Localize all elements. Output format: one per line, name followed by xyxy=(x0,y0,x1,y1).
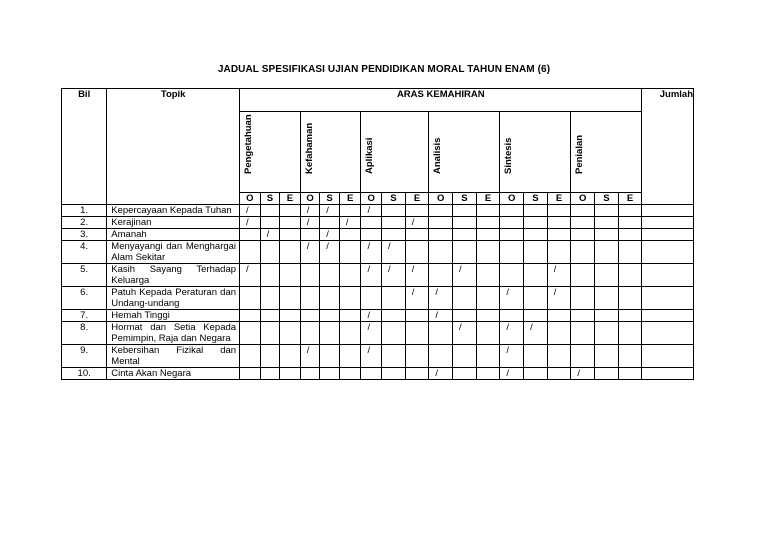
mark-cell xyxy=(339,322,361,345)
mark-cell: / xyxy=(405,264,429,287)
row-topic: Amanah xyxy=(107,229,240,241)
mark-cell xyxy=(476,310,500,322)
mark-cell: / xyxy=(320,241,340,264)
mark-cell xyxy=(524,310,548,322)
mark-cell xyxy=(240,345,261,368)
level-kefahaman: Kefahaman xyxy=(300,112,361,193)
mark-cell xyxy=(500,264,524,287)
row-topic: Hormat dan Setia Kepada Pemimpin, Raja dan Negara xyxy=(107,322,240,345)
mark-cell xyxy=(429,241,453,264)
mark-cell: / xyxy=(361,345,382,368)
mark-cell: / xyxy=(405,287,429,310)
mark-cell xyxy=(453,287,477,310)
mark-cell xyxy=(382,217,406,229)
jumlah-cell xyxy=(642,241,694,264)
mark-cell xyxy=(453,229,477,241)
jumlah-cell xyxy=(642,205,694,217)
mark-cell xyxy=(524,287,548,310)
mark-cell xyxy=(453,368,477,380)
level-analisis: Analisis xyxy=(429,112,500,193)
mark-cell: / xyxy=(361,241,382,264)
table-row xyxy=(62,310,694,322)
mark-cell xyxy=(524,217,548,229)
mark-cell xyxy=(571,264,595,287)
mark-cell xyxy=(260,205,280,217)
subheader-o: O xyxy=(240,193,261,205)
mark-cell: / xyxy=(361,264,382,287)
mark-cell xyxy=(595,229,619,241)
mark-cell xyxy=(320,264,340,287)
mark-cell xyxy=(618,345,642,368)
mark-cell xyxy=(571,287,595,310)
mark-cell xyxy=(476,241,500,264)
mark-cell: / xyxy=(300,241,320,264)
mark-cell xyxy=(280,322,301,345)
mark-cell xyxy=(547,345,571,368)
mark-cell xyxy=(361,217,382,229)
mark-cell xyxy=(240,310,261,322)
mark-cell xyxy=(595,205,619,217)
mark-cell xyxy=(429,264,453,287)
mark-cell xyxy=(618,264,642,287)
subheader-e: E xyxy=(476,193,500,205)
mark-cell xyxy=(453,205,477,217)
jumlah-cell xyxy=(642,217,694,229)
mark-cell xyxy=(453,217,477,229)
row-topic: Patuh Kepada Peraturan dan Undang-undang xyxy=(107,287,240,310)
jumlah-cell xyxy=(642,287,694,310)
mark-cell: / xyxy=(320,229,340,241)
mark-cell xyxy=(339,229,361,241)
mark-cell xyxy=(382,368,406,380)
jumlah-cell xyxy=(642,264,694,287)
mark-cell xyxy=(280,345,301,368)
mark-cell xyxy=(405,310,429,322)
mark-cell xyxy=(382,287,406,310)
mark-cell xyxy=(280,310,301,322)
jumlah-cell xyxy=(642,345,694,368)
mark-cell xyxy=(382,345,406,368)
row-number: 9. xyxy=(62,345,107,368)
mark-cell xyxy=(618,368,642,380)
mark-cell xyxy=(524,345,548,368)
mark-cell xyxy=(476,229,500,241)
mark-cell xyxy=(405,368,429,380)
subheader-e: E xyxy=(339,193,361,205)
mark-cell xyxy=(280,217,301,229)
mark-cell xyxy=(476,287,500,310)
mark-cell xyxy=(361,368,382,380)
mark-cell xyxy=(382,229,406,241)
mark-cell xyxy=(453,310,477,322)
mark-cell xyxy=(429,345,453,368)
subheader-s: S xyxy=(260,193,280,205)
mark-cell xyxy=(260,345,280,368)
mark-cell xyxy=(524,241,548,264)
mark-cell xyxy=(320,368,340,380)
mark-cell xyxy=(260,264,280,287)
row-number: 7. xyxy=(62,310,107,322)
mark-cell xyxy=(405,345,429,368)
mark-cell xyxy=(500,217,524,229)
mark-cell xyxy=(280,264,301,287)
level-aplikasi: Aplikasi xyxy=(361,112,429,193)
mark-cell: / xyxy=(382,264,406,287)
mark-cell xyxy=(240,229,261,241)
mark-cell xyxy=(524,205,548,217)
table-row xyxy=(62,229,694,241)
subheader-e: E xyxy=(618,193,642,205)
mark-cell xyxy=(361,287,382,310)
mark-cell xyxy=(280,241,301,264)
level-pengetahuan: Pengetahuan xyxy=(240,112,301,193)
table-row xyxy=(62,264,694,287)
mark-cell xyxy=(260,368,280,380)
jumlah-cell xyxy=(642,322,694,345)
mark-cell xyxy=(547,241,571,264)
mark-cell xyxy=(547,205,571,217)
mark-cell xyxy=(280,368,301,380)
mark-cell xyxy=(405,241,429,264)
mark-cell xyxy=(453,345,477,368)
mark-cell xyxy=(240,368,261,380)
table-row xyxy=(62,322,694,345)
subheader-s: S xyxy=(320,193,340,205)
mark-cell xyxy=(571,322,595,345)
mark-cell: / xyxy=(300,345,320,368)
mark-cell xyxy=(339,205,361,217)
mark-cell: / xyxy=(339,217,361,229)
mark-cell xyxy=(571,310,595,322)
mark-cell xyxy=(339,345,361,368)
row-number: 2. xyxy=(62,217,107,229)
subheader-e: E xyxy=(405,193,429,205)
mark-cell: / xyxy=(500,368,524,380)
mark-cell xyxy=(476,368,500,380)
mark-cell xyxy=(320,322,340,345)
mark-cell: / xyxy=(547,287,571,310)
subheader-o: O xyxy=(500,193,524,205)
mark-cell xyxy=(476,205,500,217)
row-number: 3. xyxy=(62,229,107,241)
mark-cell xyxy=(547,310,571,322)
table-row xyxy=(62,217,694,229)
subheader-s: S xyxy=(524,193,548,205)
document-title: JADUAL SPESIFIKASI UJIAN PENDIDIKAN MORAL TAHUN ENAM (6) xyxy=(217,64,551,75)
mark-cell xyxy=(300,287,320,310)
mark-cell: / xyxy=(429,368,453,380)
mark-cell: / xyxy=(571,368,595,380)
mark-cell xyxy=(500,205,524,217)
subheader-e: E xyxy=(280,193,301,205)
mark-cell xyxy=(595,241,619,264)
mark-cell xyxy=(547,217,571,229)
mark-cell: / xyxy=(300,217,320,229)
mark-cell xyxy=(361,229,382,241)
mark-cell xyxy=(618,229,642,241)
mark-cell xyxy=(453,241,477,264)
mark-cell xyxy=(571,205,595,217)
mark-cell xyxy=(595,310,619,322)
mark-cell xyxy=(300,368,320,380)
mark-cell xyxy=(571,217,595,229)
mark-cell xyxy=(339,264,361,287)
subheader-o: O xyxy=(571,193,595,205)
mark-cell xyxy=(500,229,524,241)
mark-cell xyxy=(260,241,280,264)
mark-cell xyxy=(571,345,595,368)
jumlah-cell xyxy=(642,368,694,380)
row-topic: Kebersihan Fizikal dan Mental xyxy=(107,345,240,368)
mark-cell xyxy=(300,264,320,287)
mark-cell xyxy=(280,287,301,310)
mark-cell: / xyxy=(361,322,382,345)
mark-cell xyxy=(320,217,340,229)
header-jumlah: Jumlah xyxy=(642,89,694,205)
mark-cell xyxy=(240,241,261,264)
row-topic: Kerajinan xyxy=(107,217,240,229)
mark-cell xyxy=(618,217,642,229)
mark-cell xyxy=(595,217,619,229)
mark-cell xyxy=(547,368,571,380)
row-number: 5. xyxy=(62,264,107,287)
header-topik: Topik xyxy=(107,89,240,205)
mark-cell xyxy=(595,345,619,368)
mark-cell xyxy=(476,217,500,229)
mark-cell xyxy=(339,310,361,322)
mark-cell xyxy=(382,322,406,345)
mark-cell xyxy=(547,322,571,345)
mark-cell: / xyxy=(453,264,477,287)
mark-cell xyxy=(240,322,261,345)
mark-cell xyxy=(339,287,361,310)
mark-cell: / xyxy=(500,345,524,368)
mark-cell xyxy=(339,241,361,264)
mark-cell xyxy=(429,229,453,241)
mark-cell: / xyxy=(547,264,571,287)
mark-cell: / xyxy=(500,287,524,310)
row-topic: Kepercayaan Kepada Tuhan xyxy=(107,205,240,217)
mark-cell xyxy=(260,322,280,345)
mark-cell: / xyxy=(240,205,261,217)
mark-cell xyxy=(618,241,642,264)
mark-cell xyxy=(476,345,500,368)
subheader-o: O xyxy=(300,193,320,205)
mark-cell xyxy=(524,368,548,380)
mark-cell: / xyxy=(524,322,548,345)
mark-cell xyxy=(618,205,642,217)
mark-cell: / xyxy=(240,264,261,287)
mark-cell: / xyxy=(300,205,320,217)
mark-cell xyxy=(618,310,642,322)
header-aras-kemahiran: ARAS KEMAHIRAN xyxy=(240,89,642,112)
table-row xyxy=(62,205,694,217)
row-topic: Kasih Sayang Terhadap Keluarga xyxy=(107,264,240,287)
subheader-s: S xyxy=(453,193,477,205)
mark-cell: / xyxy=(500,322,524,345)
mark-cell xyxy=(547,229,571,241)
mark-cell xyxy=(382,310,406,322)
mark-cell xyxy=(618,322,642,345)
mark-cell xyxy=(429,217,453,229)
mark-cell xyxy=(320,310,340,322)
mark-cell: / xyxy=(320,205,340,217)
mark-cell xyxy=(476,264,500,287)
mark-cell xyxy=(429,322,453,345)
mark-cell xyxy=(595,287,619,310)
jumlah-cell xyxy=(642,229,694,241)
mark-cell xyxy=(339,368,361,380)
specification-table xyxy=(61,88,694,380)
mark-cell xyxy=(571,241,595,264)
mark-cell xyxy=(476,322,500,345)
subheader-s: S xyxy=(382,193,406,205)
mark-cell xyxy=(280,205,301,217)
mark-cell xyxy=(260,310,280,322)
mark-cell xyxy=(595,322,619,345)
mark-cell xyxy=(260,287,280,310)
jumlah-cell xyxy=(642,310,694,322)
mark-cell xyxy=(405,322,429,345)
mark-cell xyxy=(429,205,453,217)
mark-cell xyxy=(524,229,548,241)
row-topic: Menyayangi dan Menghargai Alam Sekitar xyxy=(107,241,240,264)
mark-cell xyxy=(618,287,642,310)
row-number: 4. xyxy=(62,241,107,264)
mark-cell: / xyxy=(405,217,429,229)
row-topic: Cinta Akan Negara xyxy=(107,368,240,380)
mark-cell xyxy=(571,229,595,241)
mark-cell: / xyxy=(453,322,477,345)
row-topic: Hemah Tinggi xyxy=(107,310,240,322)
mark-cell xyxy=(300,229,320,241)
mark-cell xyxy=(260,217,280,229)
table-row xyxy=(62,241,694,264)
level-sintesis: Sintesis xyxy=(500,112,571,193)
mark-cell xyxy=(500,310,524,322)
subheader-o: O xyxy=(429,193,453,205)
mark-cell xyxy=(280,229,301,241)
mark-cell: / xyxy=(361,310,382,322)
table-row xyxy=(62,287,694,310)
row-number: 6. xyxy=(62,287,107,310)
subheader-e: E xyxy=(547,193,571,205)
row-number: 10. xyxy=(62,368,107,380)
row-number: 8. xyxy=(62,322,107,345)
mark-cell: / xyxy=(240,217,261,229)
mark-cell: / xyxy=(260,229,280,241)
mark-cell: / xyxy=(429,310,453,322)
row-number: 1. xyxy=(62,205,107,217)
mark-cell xyxy=(382,205,406,217)
mark-cell xyxy=(595,368,619,380)
mark-cell xyxy=(500,241,524,264)
mark-cell xyxy=(405,229,429,241)
mark-cell xyxy=(240,287,261,310)
table-row xyxy=(62,345,694,368)
mark-cell: / xyxy=(382,241,406,264)
mark-cell xyxy=(320,287,340,310)
mark-cell xyxy=(405,205,429,217)
mark-cell xyxy=(595,264,619,287)
mark-cell xyxy=(300,322,320,345)
subheader-o: O xyxy=(361,193,382,205)
level-penialan: Penialan xyxy=(571,112,642,193)
mark-cell: / xyxy=(361,205,382,217)
mark-cell: / xyxy=(429,287,453,310)
table-row xyxy=(62,368,694,380)
mark-cell xyxy=(320,345,340,368)
mark-cell xyxy=(524,264,548,287)
subheader-s: S xyxy=(595,193,619,205)
header-bil: Bil xyxy=(62,89,107,205)
mark-cell xyxy=(300,310,320,322)
